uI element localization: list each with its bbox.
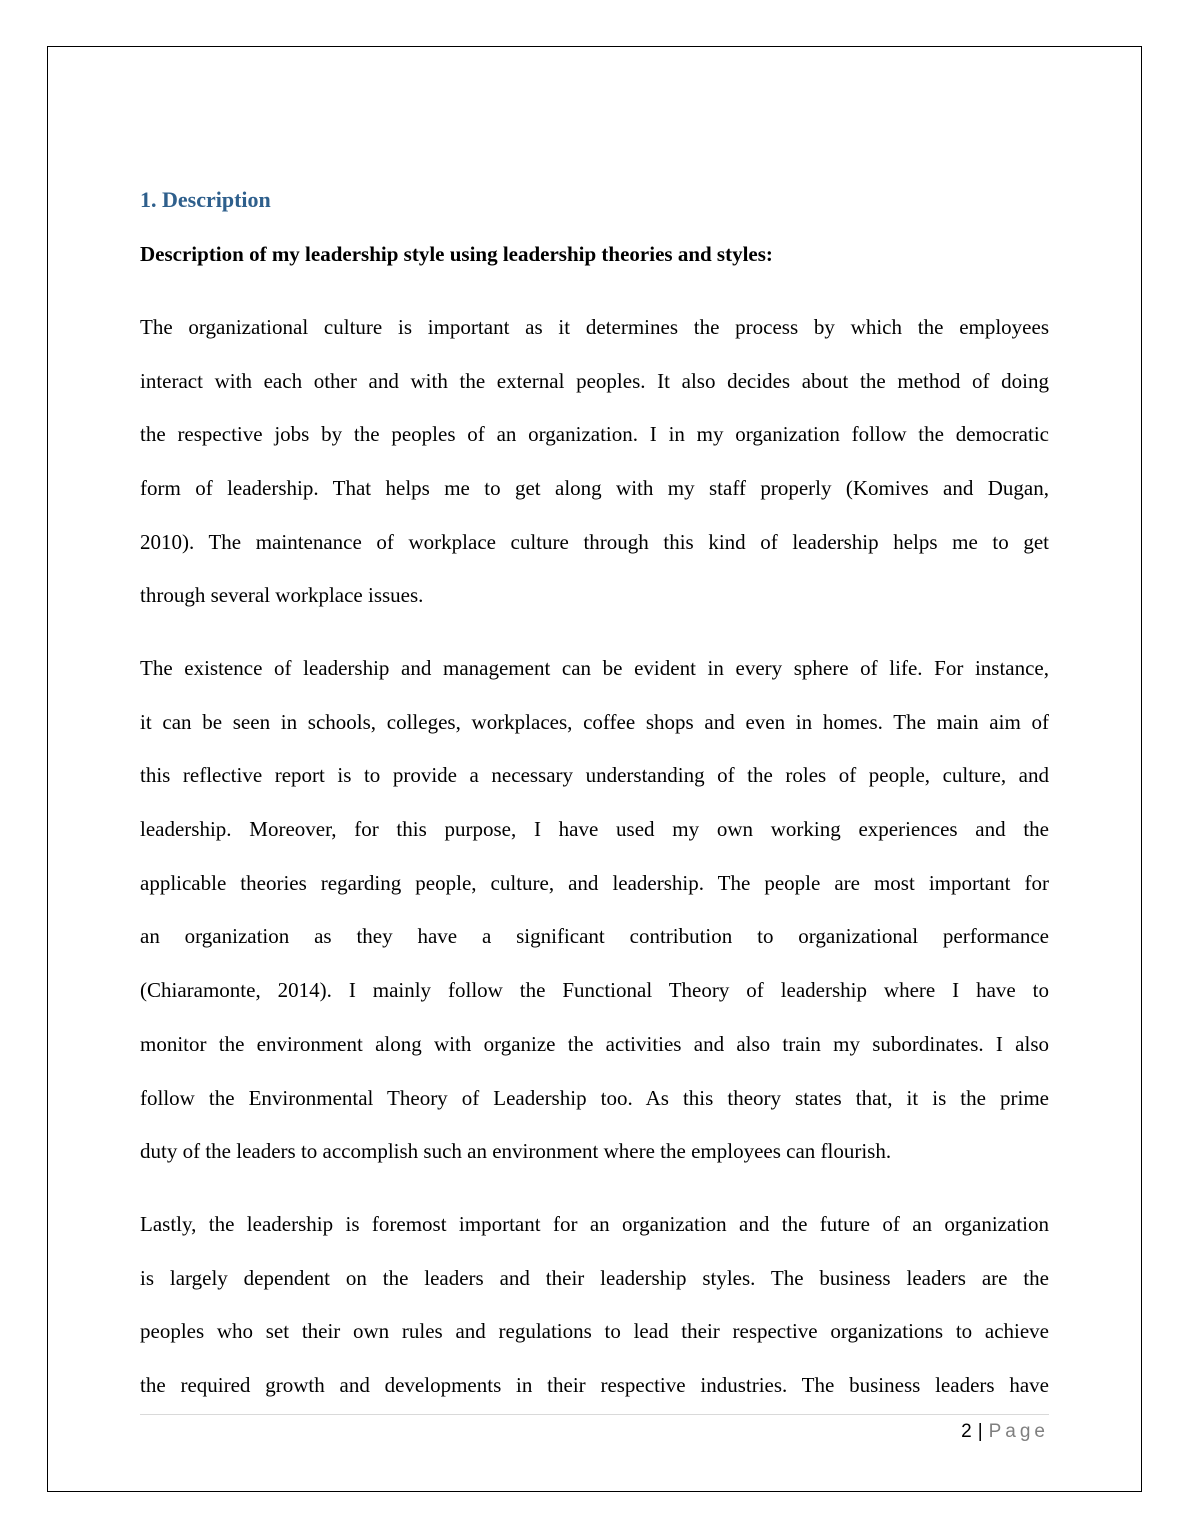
paragraph-2 <box>140 642 1049 1179</box>
paragraph-line: the respective jobs by the peoples of an organization. I in my organization follow the democratic <box>140 422 1049 447</box>
paragraph-1 <box>140 301 1049 623</box>
paragraph-line: (Chiaramonte, 2014). I mainly follow the Functional Theory of leadership where I have to <box>140 978 1049 1003</box>
paragraph-line: Lastly, the leadership is foremost important for an organization and the future of an organization <box>140 1212 1049 1236</box>
section-heading: 1. Description <box>140 187 271 212</box>
footer-separator: | <box>977 1421 983 1442</box>
paragraph-line: the required growth and developments in their respective industries. The business leaders have <box>140 1373 1049 1398</box>
footer-divider <box>140 1414 1049 1415</box>
paragraph-line: form of leadership. That helps me to get along with my staff properly (Komives and Dugan, <box>140 476 1049 501</box>
page-footer <box>961 1420 1049 1444</box>
paragraph-line: is largely dependent on the leaders and their leadership styles. The business leaders are the <box>140 1265 1049 1290</box>
paragraph-line: duty of the leaders to accomplish such an environment where the employees can flourish. <box>140 1139 892 1164</box>
paragraph-line: it can be seen in schools, colleges, workplaces, coffee shops and even in homes. The main aim of <box>140 709 1049 734</box>
section-subheading: Description of my leadership style using leadership theories and styles: <box>140 242 773 266</box>
paragraph-line: peoples who set their own rules and regulations to lead their respective organizations to achieve <box>140 1319 1049 1344</box>
page-label: Page <box>988 1421 1049 1442</box>
page-number: 2 <box>961 1421 972 1442</box>
paragraph-line: leadership. Moreover, for this purpose, I have used my own working experiences and the <box>140 817 1049 842</box>
paragraph-line: this reflective report is to provide a necessary understanding of the roles of people, culture, and <box>140 763 1049 788</box>
paragraph-3 <box>140 1198 1049 1413</box>
paragraph-line: interact with each other and with the external peoples. It also decides about the method of doing <box>140 368 1049 393</box>
paragraph-line: 2010). The maintenance of workplace culture through this kind of leadership helps me to get <box>140 529 1049 554</box>
paragraph-line: monitor the environment along with organize the activities and also train my subordinates. I also <box>140 1031 1049 1056</box>
paragraph-line: applicable theories regarding people, culture, and leadership. The people are most important for <box>140 870 1049 895</box>
paragraph-line: through several workplace issues. <box>140 583 424 608</box>
paragraph-line: The existence of leadership and management can be evident in every sphere of life. For instance, <box>140 656 1049 680</box>
paragraph-line: The organizational culture is important as it determines the process by which the employees <box>140 315 1049 339</box>
paragraph-line: follow the Environmental Theory of Leadership too. As this theory states that, it is the prime <box>140 1085 1049 1110</box>
paragraph-line: an organization as they have a significant contribution to organizational performance <box>140 924 1049 949</box>
